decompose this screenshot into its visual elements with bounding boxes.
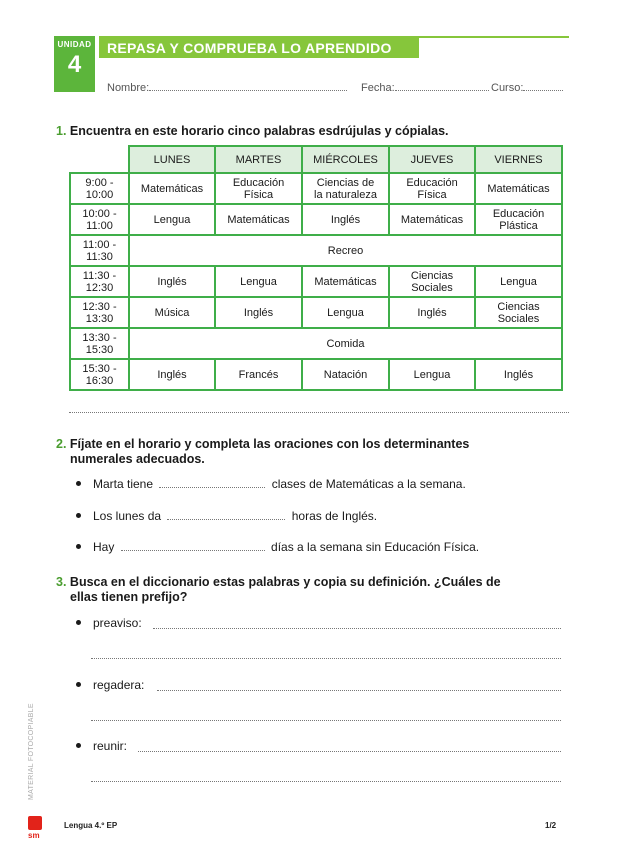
schedule-cell (475, 204, 562, 235)
schedule-cell (389, 173, 475, 204)
q3-word-1-label: preaviso: (93, 616, 142, 630)
schedule-row (70, 173, 562, 204)
q3-word-1 (76, 616, 142, 630)
schedule-table (69, 145, 563, 391)
question-3-line1: Busca en el diccionario estas palabras y copia su definición. ¿Cuáles de (69, 575, 501, 589)
q2-blank-2[interactable] (167, 510, 285, 520)
schedule-cell-line: Sociales (411, 281, 453, 294)
time-slot (70, 359, 129, 390)
q3-word-2 (76, 678, 144, 692)
schedule-cell-line: Educación (406, 176, 458, 189)
q3-line-1b[interactable] (91, 658, 561, 659)
name-field[interactable] (107, 81, 347, 94)
schedule-row (70, 359, 562, 390)
q3-line-3a[interactable] (138, 751, 561, 752)
sm-logo-text: sm (28, 831, 40, 840)
unit-badge (54, 36, 95, 92)
schedule-cell (475, 266, 562, 297)
schedule-header-row (70, 146, 562, 173)
schedule-break: Recreo (129, 235, 562, 266)
time-slot-line: 15:30 - (82, 362, 117, 375)
schedule-cell-line: Física (243, 188, 274, 201)
time-slot-line: 15:30 (85, 343, 114, 356)
time-slot-line: 11:00 - (82, 238, 117, 251)
question-2-line1: Fíjate en el horario y completa las oraciones con los determinantes (69, 437, 470, 451)
schedule-row (70, 204, 562, 235)
schedule-cell (389, 204, 475, 235)
footer-book: Lengua 4.º EP (64, 821, 118, 830)
time-slot (70, 173, 129, 204)
schedule-cell-line: Natación (323, 368, 368, 381)
schedule-cell (475, 173, 562, 204)
q2-item-3 (76, 540, 479, 554)
day-header: JUEVES (389, 146, 475, 173)
time-slot-line: 13:30 - (82, 331, 117, 344)
schedule-cell-line: Matemáticas (487, 182, 550, 195)
schedule-cell-line: Plástica (499, 219, 538, 232)
schedule-cell-line: Ciencias (410, 269, 454, 282)
schedule-cell (215, 204, 302, 235)
schedule-cell-line: Inglés (157, 275, 187, 288)
time-slot (70, 266, 129, 297)
question-2-number: 2. (56, 437, 67, 451)
q3-line-1a[interactable] (153, 628, 561, 629)
question-2-line2: numerales adecuados. (70, 452, 205, 466)
question-1-number: 1. (56, 124, 67, 138)
schedule-cell (215, 266, 302, 297)
course-label: Curso: (491, 82, 524, 94)
question-2 (56, 437, 469, 467)
schedule-cell-line: Francés (238, 368, 279, 381)
schedule-cell-line: Inglés (243, 306, 274, 319)
schedule-cell (475, 297, 562, 328)
q2-item-2-after: horas de Inglés. (291, 509, 378, 523)
q2-item-3-before: Hay (93, 540, 115, 554)
schedule-cell-line: la naturaleza (314, 188, 377, 201)
schedule-cell-line: Física (417, 188, 447, 201)
schedule-cell-line: Matemáticas (227, 213, 290, 226)
schedule-row (70, 297, 562, 328)
schedule-cell-line: Educación (492, 207, 545, 220)
schedule-cell-line: Lengua (240, 275, 277, 288)
time-slot (70, 297, 129, 328)
time-slot-line: 13:30 (85, 312, 114, 325)
schedule-cell-line: Lengua (413, 368, 451, 381)
photocopiable-note: MATERIAL FOTOCOPIABLE (28, 703, 35, 800)
time-slot-line: 11:30 (86, 250, 113, 263)
schedule-cell (389, 359, 475, 390)
date-field[interactable] (361, 81, 489, 94)
schedule-cell (302, 297, 389, 328)
schedule-row (70, 235, 562, 266)
day-header: VIERNES (475, 146, 562, 173)
q2-blank-3[interactable] (121, 541, 265, 551)
schedule-cell (475, 359, 562, 390)
schedule-break: Comida (129, 328, 562, 359)
schedule-cell-line: Lengua (327, 306, 364, 319)
question-1 (56, 124, 449, 139)
day-header: LUNES (129, 146, 215, 173)
schedule-cell (215, 297, 302, 328)
time-slot-line: 12:30 (85, 281, 114, 294)
time-slot (70, 328, 129, 359)
time-slot (70, 204, 129, 235)
schedule-cell-line: Inglés (503, 368, 534, 381)
schedule-cell (389, 266, 475, 297)
q3-line-2b[interactable] (91, 720, 561, 721)
day-header: MIÉRCOLES (302, 146, 389, 173)
schedule-cell (302, 359, 389, 390)
schedule-row (70, 328, 562, 359)
schedule-cell (302, 173, 389, 204)
schedule-cell-line: Inglés (330, 213, 361, 226)
time-slot-line: 16:30 (85, 374, 114, 387)
schedule-cell (302, 266, 389, 297)
schedule-corner (70, 146, 129, 173)
time-slot-line: 10:00 (85, 188, 114, 201)
schedule-cell (302, 204, 389, 235)
schedule-cell-line: Lengua (500, 275, 537, 288)
q2-item-2 (76, 509, 377, 523)
schedule-cell (129, 173, 215, 204)
date-label: Fecha: (361, 82, 395, 94)
time-slot-line: 11:00 (86, 219, 113, 232)
schedule-cell-line: Educación (232, 176, 285, 189)
day-header: MARTES (215, 146, 302, 173)
sm-logo-icon (28, 816, 42, 830)
schedule-cell (129, 204, 215, 235)
schedule-cell-line: Música (154, 306, 190, 319)
schedule-cell (129, 266, 215, 297)
question-3-number: 3. (56, 575, 67, 589)
q3-line-3b[interactable] (91, 781, 561, 782)
q2-item-1-after: clases de Matemáticas a la semana. (271, 477, 466, 491)
time-slot-line: 11:30 - (82, 269, 117, 282)
q2-item-1-before: Marta tiene (93, 477, 154, 491)
q3-word-3 (76, 739, 127, 753)
time-slot-line: 10:00 - (82, 207, 117, 220)
unit-label: UNIDAD (57, 40, 92, 49)
q3-word-3-label: reunir: (93, 739, 128, 753)
schedule-cell-line: Ciencias (497, 300, 540, 313)
schedule-row (70, 266, 562, 297)
schedule-cell (215, 173, 302, 204)
name-label: Nombre: (107, 82, 150, 94)
question-3 (56, 575, 501, 605)
unit-number: 4 (67, 51, 82, 78)
q2-item-1 (76, 477, 466, 491)
schedule-cell (129, 359, 215, 390)
time-slot-line: 12:30 - (82, 300, 117, 313)
q2-blank-1[interactable] (159, 478, 265, 488)
schedule-cell-line: Matemáticas (140, 182, 204, 195)
schedule-cell (215, 359, 302, 390)
q2-item-3-after: días a la semana sin Educación Física. (271, 540, 480, 554)
q2-item-2-before: Los lunes da (93, 509, 162, 523)
q3-line-2a[interactable] (157, 690, 561, 691)
time-slot-line: 9:00 - (85, 176, 114, 189)
question-3-line2: ellas tienen prefijo? (70, 590, 188, 604)
schedule-cell-line: Ciencias de (316, 176, 375, 189)
q3-word-2-label: regadera: (93, 678, 145, 692)
schedule-cell-line: Inglés (157, 368, 187, 381)
schedule-cell-line: Matemáticas (400, 213, 464, 226)
schedule-cell-line: Lengua (153, 213, 191, 226)
schedule-cell-line: Inglés (417, 306, 447, 319)
time-slot (70, 235, 129, 266)
schedule-cell-line: Matemáticas (314, 275, 377, 288)
course-field[interactable] (491, 81, 563, 94)
page-title: REPASA Y COMPRUEBA LO APRENDIDO (99, 38, 419, 58)
schedule-cell-line: Sociales (497, 312, 540, 325)
schedule-cell (389, 297, 475, 328)
footer-page-number: 1/2 (545, 821, 557, 830)
answer-line-q1[interactable] (69, 412, 569, 413)
question-1-text: Encuentra en este horario cinco palabras esdrújulas y cópialas. (69, 124, 449, 138)
schedule-cell (129, 297, 215, 328)
